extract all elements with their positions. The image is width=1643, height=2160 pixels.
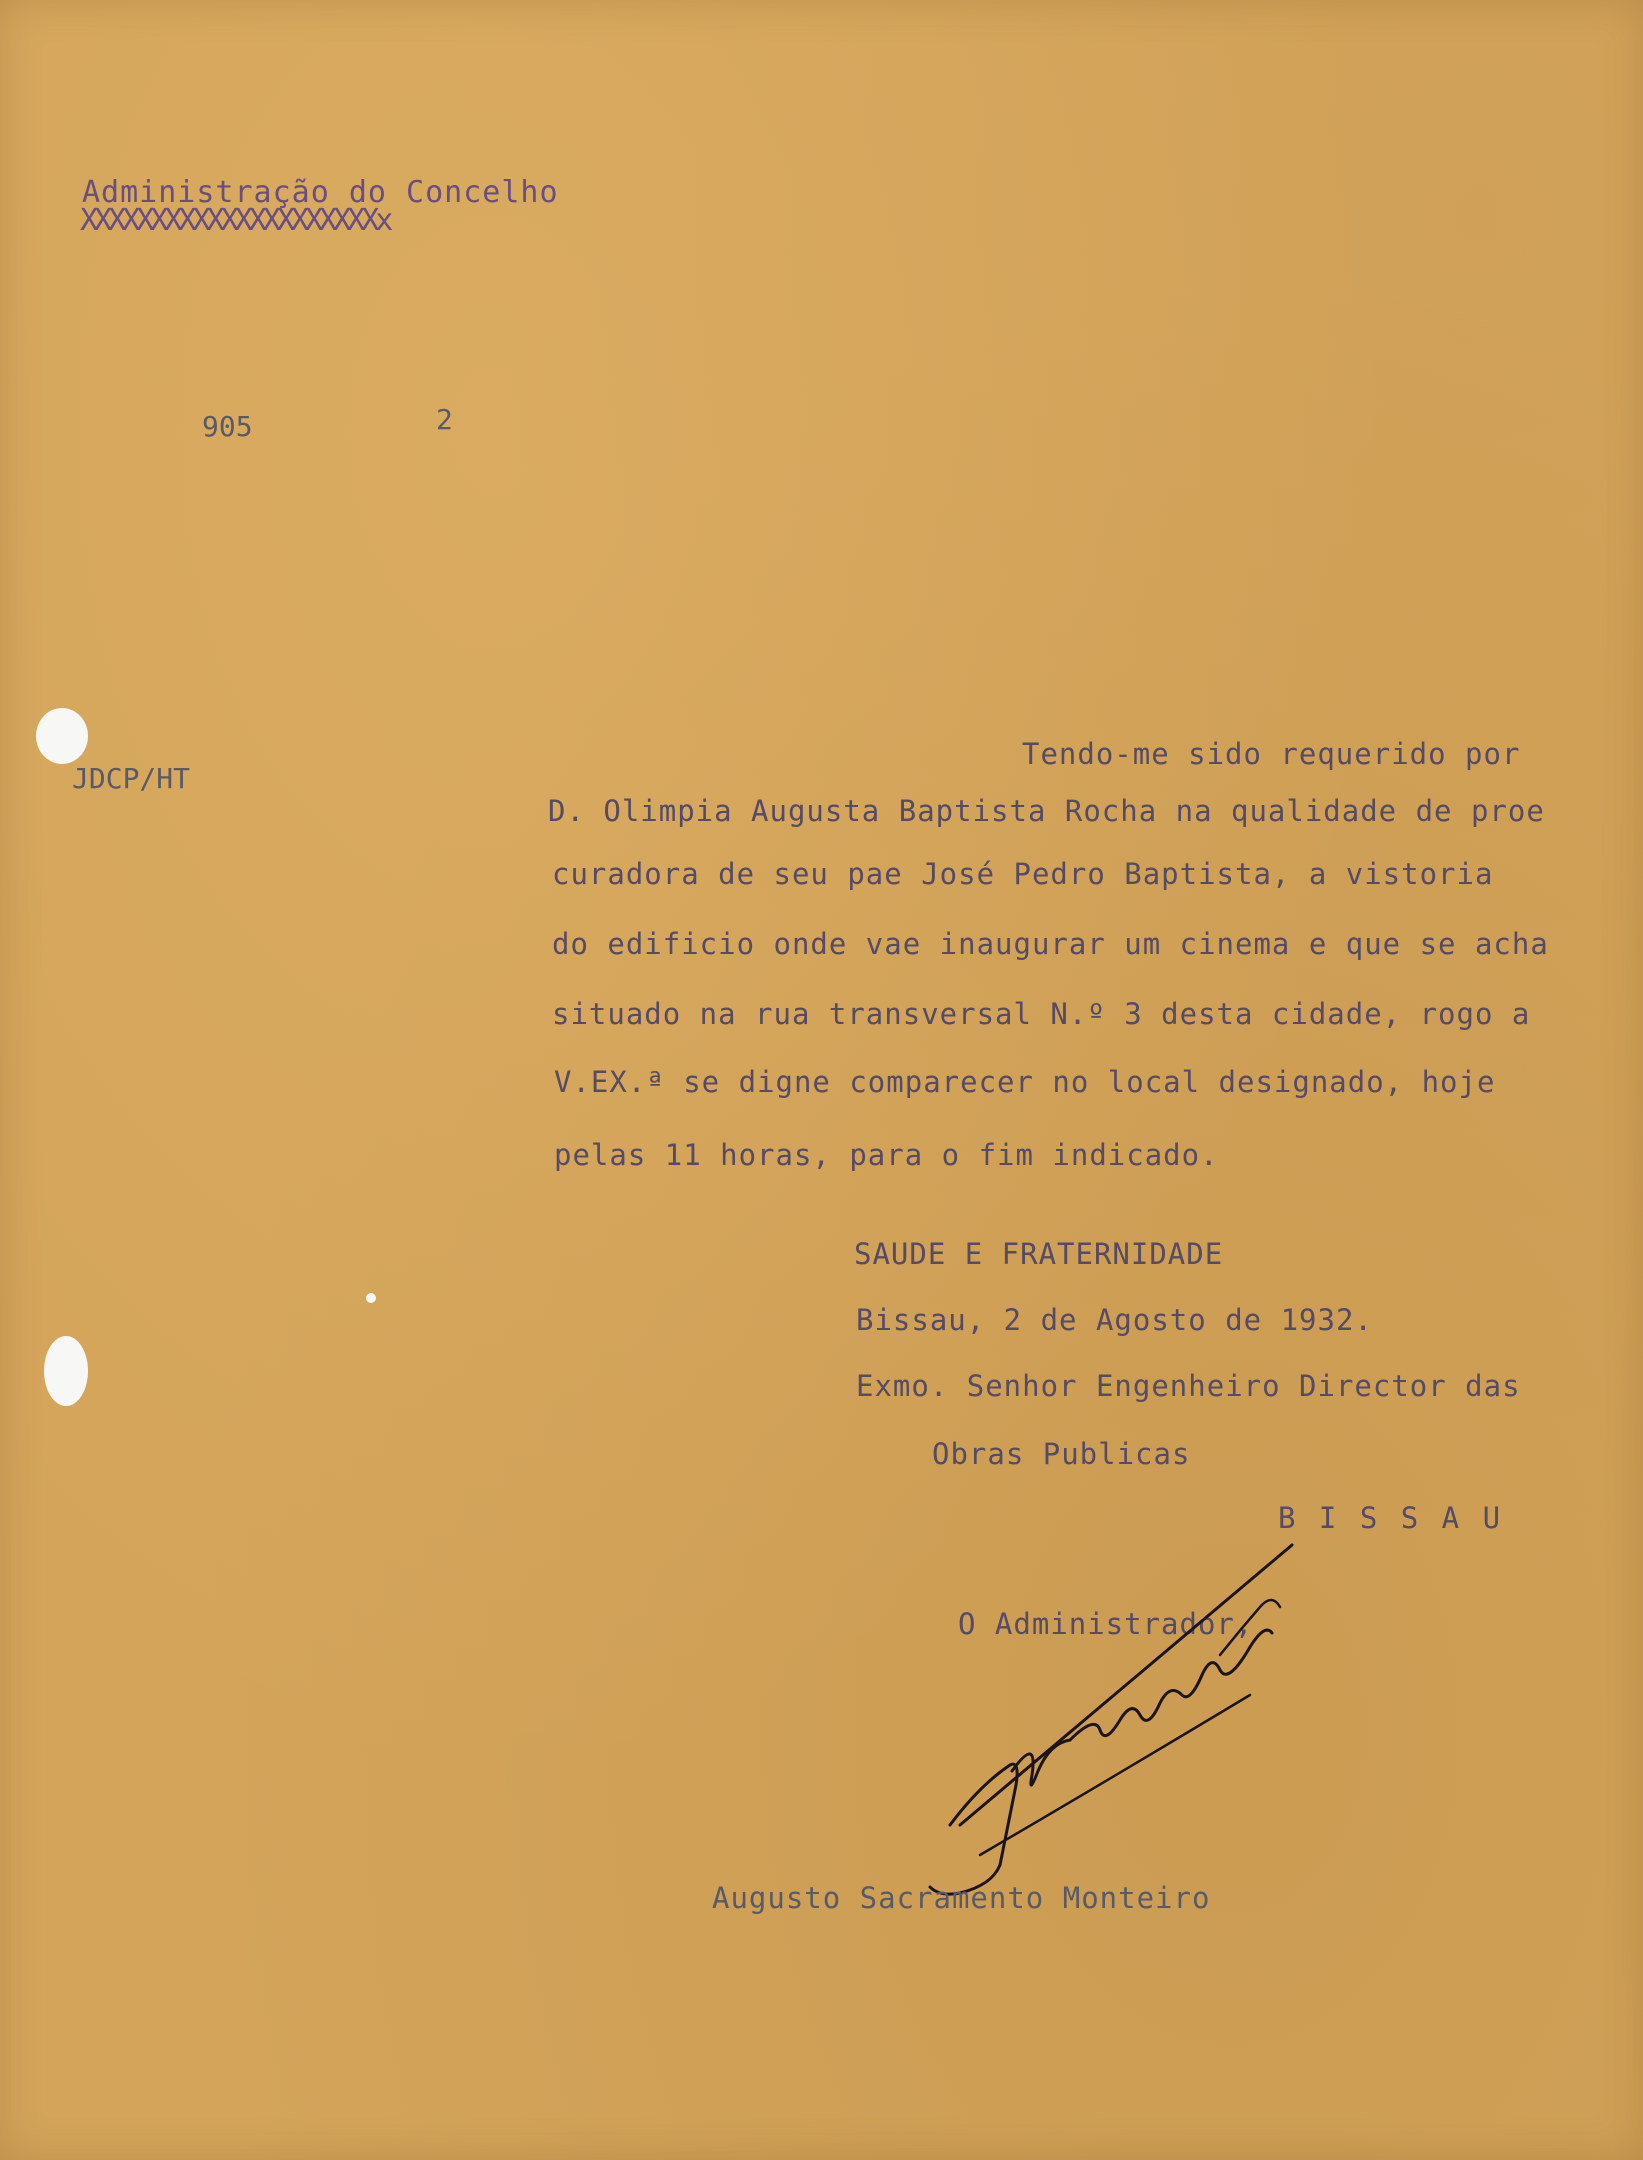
body-line-7: pelas 11 horas, para o fim indicado. [554,1138,1219,1172]
addressee-line-1: Exmo. Senhor Engenheiro Director das [856,1369,1521,1403]
body-line-6: V.EX.ª se digne comparecer no local designado, hoje [554,1065,1496,1099]
body-line-3: curadora de seu pae José Pedro Baptista, a vistoria [552,857,1494,891]
body-line-1: Tendo-me sido requerido por [1022,737,1521,771]
paper-speck [366,1293,376,1303]
punch-hole-bottom [44,1336,88,1406]
copy-number: 2 [436,403,453,436]
city: B I S S A U [1278,1501,1504,1535]
salutation: SAUDE E FRATERNIDADE [854,1237,1224,1271]
signatory-name: Augusto Sacramento Monteiro [712,1881,1211,1915]
punch-hole-top [36,708,88,764]
struck-out-line: XXXXXXXXXXXXXXXXXXXXXx [80,203,390,238]
signatory-title: O Administrador, [958,1607,1254,1641]
office-heading: Administração do Concelho [82,175,559,210]
handwritten-signature [920,1535,1300,1915]
addressee-line-2: Obras Publicas [932,1437,1191,1471]
body-line-5: situado na rua transversal N.º 3 desta cidade, rogo a [552,997,1531,1031]
place-date: Bissau, 2 de Agosto de 1932. [856,1303,1373,1337]
body-line-2: D. Olimpia Augusta Baptista Rocha na qualidade de proe [548,794,1545,828]
reference-number: 905 [202,410,253,443]
body-line-4: do edificio onde vae inaugurar um cinema e que se acha [552,927,1549,961]
typist-initials: JDCP/HT [72,762,191,795]
